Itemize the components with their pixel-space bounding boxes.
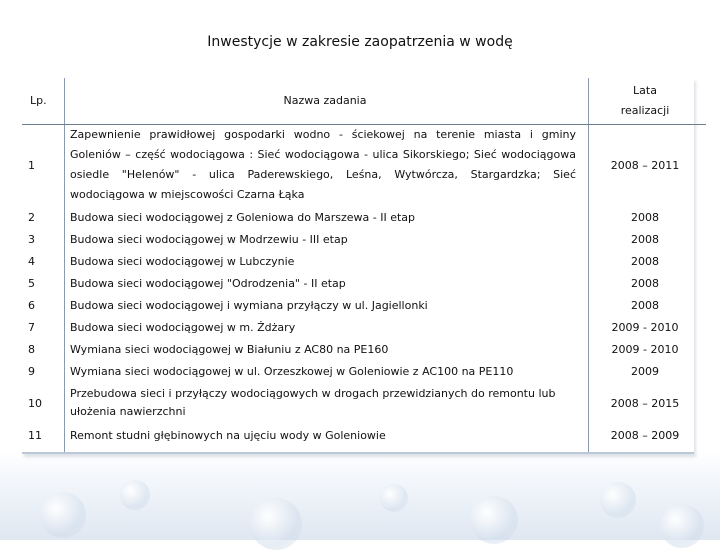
row-name: Budowa sieci wodociągowej i wymiana przyłączy w ul. Jagiellonki (70, 298, 428, 312)
row-years: 2008 (631, 298, 659, 312)
row-years: 2008 (631, 232, 659, 246)
row-name: Remont studni głębinowych na ujęciu wody w Goleniowie (70, 428, 386, 442)
decorative-bubble (120, 480, 150, 510)
row-years: 2009 - 2010 (611, 320, 679, 334)
row-years: 2008 (631, 254, 659, 268)
table-row (22, 360, 706, 382)
table-row (22, 250, 706, 272)
row-name: Budowa sieci wodociągowej "Odrodzenia" - II etap (70, 276, 346, 290)
decorative-bubble (600, 482, 636, 518)
decorative-bubble (380, 484, 408, 512)
row-name: Przebudowa sieci i przyłączy wodociągowych w drogach przewidzianych do remontu lub ułożenia nawierzchni (70, 387, 556, 418)
table-row (22, 382, 706, 424)
row-lp: 10 (28, 396, 42, 410)
row-years: 2008 (631, 210, 659, 224)
table-row (22, 424, 706, 446)
row-name: Wymiana sieci wodociągowej w Białuniu z AC80 na PE160 (70, 342, 389, 356)
row-lp: 9 (28, 364, 35, 378)
row-years: 2008 – 2015 (610, 396, 680, 410)
row-lp: 11 (28, 428, 42, 442)
row-name: Budowa sieci wodociągowej w m. Żdżary (70, 320, 296, 334)
decorative-bubble (40, 492, 86, 538)
row-lp: 2 (28, 210, 35, 224)
row-lp: 5 (28, 276, 35, 290)
row-years: 2008 – 2009 (610, 428, 680, 442)
row-name: Budowa sieci wodociągowej w Lubczynie (70, 254, 295, 268)
row-lp: 4 (28, 254, 35, 268)
page-title: Inwestycje w zakresie zaopatrzenia w wodę (207, 34, 513, 50)
row-years: 2009 - 2010 (611, 342, 679, 356)
row-lp: 6 (28, 298, 35, 312)
row-years: 2008 – 2011 (610, 158, 680, 172)
table-header-row (22, 78, 706, 124)
row-lp: 3 (28, 232, 35, 246)
row-years: 2008 (631, 276, 659, 290)
table-row (22, 338, 706, 360)
row-name: Budowa sieci wodociągowej z Goleniowa do Marszewa - II etap (70, 210, 415, 224)
header-years-label: Lata realizacji (620, 83, 670, 117)
investments-table (22, 78, 706, 446)
row-name: Zapewnienie prawidłowej gospodarki wodno - ściekowej na terenie miasta i gminy Goleniów – część wodociągowa : Sieć wodociągowa - ulica Sikorskiego; Sieć wodociągowa osiedle "Helenów" - ulica Paderewskiego, Leśna, Wytwórcza, Stargardzka; Sieć wodociągowa w miejscowości Czarna Łąka (70, 128, 576, 202)
row-years: 2009 (631, 364, 659, 378)
row-lp: 7 (28, 320, 35, 334)
row-name: Budowa sieci wodociągowej w Modrzewiu - III etap (70, 232, 348, 246)
table-row (22, 206, 706, 228)
header-lp: Lp. (22, 78, 66, 124)
table-row (22, 272, 706, 294)
decorative-bottom-band (0, 452, 720, 540)
row-lp: 1 (28, 158, 35, 172)
decorative-bubble (250, 498, 302, 550)
header-name: Nazwa zadania (66, 78, 584, 124)
table-row (22, 316, 706, 338)
row-name: Wymiana sieci wodociągowej w ul. Orzeszkowej w Goleniowie z AC100 na PE110 (70, 364, 514, 378)
row-lp: 8 (28, 342, 35, 356)
table-row (22, 228, 706, 250)
header-years (584, 78, 706, 124)
decorative-bubble (660, 504, 704, 548)
table-row (22, 124, 706, 206)
table-row (22, 294, 706, 316)
decorative-bubble (470, 496, 518, 544)
